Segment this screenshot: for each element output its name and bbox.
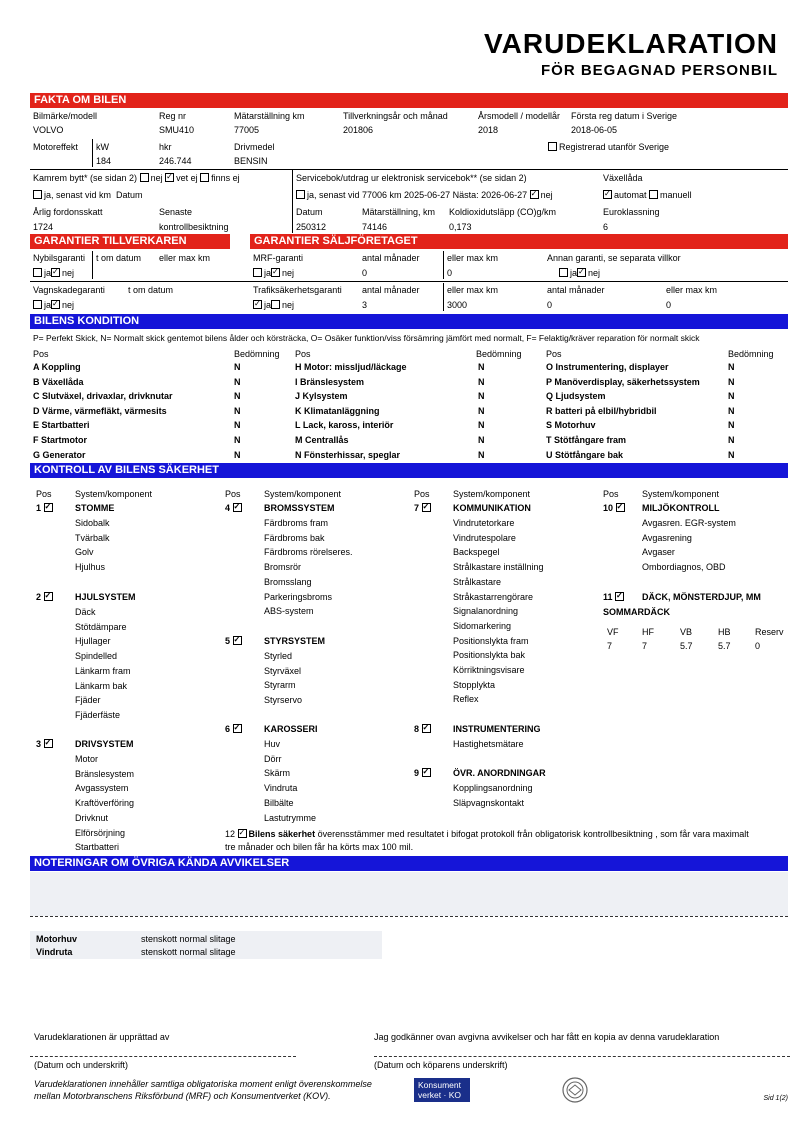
label-annan-max: eller max km [666,285,718,295]
label-eller-max-km: eller max km [159,253,211,263]
kondition-item-2-6: M Centrallås [295,435,349,445]
kontroll-group-6-num: 6 ✓ [225,724,244,735]
kond-bed-header-1: Bedömning [234,349,280,359]
kamrem-ja-row: ja, senast vid km Datum [33,190,143,201]
kontroll-group-7-item: Vindrutespolare [453,532,516,543]
mrf-nej-checkbox[interactable] [271,268,280,277]
kontroll-group-8-item: Hastighetsmätare [453,739,524,749]
label-trafik-antal: antal månader [362,285,420,295]
kondition-grade-3-2[interactable]: N [728,376,735,387]
kondition-grade-1-2[interactable]: N [234,376,241,387]
kondition-grade-3-5[interactable]: N [728,420,735,431]
kontroll-group-10-item: Avgasrening [642,532,692,543]
label-matarstallning2: Mätarställning, km [362,207,436,217]
section-noteringar-header: NOTERINGAR OM ÖVRIGA KÄNDA AVVIKELSER [30,856,788,871]
value-mrf-manader: 0 [362,268,368,278]
kontroll-group-7-num: 7 ✓ [414,503,433,514]
nybil-janej: ja✓ nej [33,268,74,279]
group-12-text: 12 ✓ Bilens säkerhet överensstämmer med resultatet i bifogat protokoll från obligatorisk kontrollbesiktning , som får vara maximalt [225,829,749,840]
kondition-grade-2-3[interactable]: N [478,391,485,402]
kondition-grade-3-1[interactable]: N [728,362,735,372]
kontroll-group-4-item: Färdbroms bak [264,532,325,543]
page-number: Sid 1(2) [763,1095,788,1102]
kondition-item-1-1: A Koppling [33,362,81,372]
group-12-text2: tre månader och bilen får ha körts max 100 mil. [225,842,414,852]
mrf-ja-checkbox[interactable] [253,268,262,277]
kontroll-group-2-item: Fjäder [75,695,101,706]
mrf-janej: ja✓ nej [253,268,294,279]
kond-bed-header-2: Bedömning [476,349,522,359]
label-mrf-garanti: MRF-garanti [253,253,304,263]
kontroll-group-10-title: MILJÖKONTROLL [642,503,720,513]
kontroll-group-7-item: Backspegel [453,547,500,558]
kontroll-group-4-item: Färdbroms rörelseres. [264,547,353,558]
section-fakta-header: FAKTA OM BILEN [30,93,788,108]
kond-pos-header-3: Pos [546,349,562,359]
kontroll-group-6-item: Lastutrymme [264,812,317,823]
kontroll-group-6-item: Bilbälte [264,797,294,808]
kontroll-group-7-item: Positionslykta bak [453,650,526,661]
kamrem-vetej-checkbox[interactable] [165,173,174,182]
kontroll-group-3-item: Bränslesystem [75,768,135,779]
tyre-value-3: 5.7 [680,641,693,651]
value-drivmedel: BENSIN [234,156,268,166]
kontroll-group-6-item: Dörr [264,753,282,764]
kontroll-group-3-item: Avgassystem [75,783,129,794]
kondition-item-2-3: J Kylsystem [295,391,348,402]
kontroll-group-9-item: Släpvagnskontakt [453,797,525,808]
nybil-ja-checkbox[interactable] [33,268,42,277]
value-mrf-km: 0 [447,268,453,278]
value-tillverkningsar: 201806 [343,125,374,135]
trafik-ja-checkbox[interactable] [253,300,262,309]
label-co2: Koldioxidutsläpp (CO)g/km [449,207,557,217]
manuell-checkbox[interactable] [649,190,658,199]
kondition-legend: P= Perfekt Skick, N= Normalt skick gentemot bilens ålder och körsträcka, O= Osäker funktion/viss försämring jämfört med normalt, F= Felaktig/kräver reparation för normalt skick [33,333,700,343]
label-trafik-max: eller max km [447,285,499,295]
label-vaxellada: Växellåda [603,173,643,183]
kontroll-group-3-item: Kraftöverföring [75,798,135,809]
kontroll-group-5-item: Styrled [264,651,293,661]
kontroll-group-4-checkbox[interactable] [233,503,242,512]
kondition-item-3-4: R batteri på elbil/hybridbil [546,405,657,416]
kond-pos-header-1: Pos [33,349,49,359]
kontroll-group-6-item: Vindruta [264,783,298,794]
footer-upprattad-label: Varudeklarationen är upprättad av [34,1032,170,1042]
kontroll-group-9-item: Kopplingsanordning [453,783,533,793]
value-hkr: 246.744 [159,156,192,166]
label-motoreffekt: Motoreffekt [33,142,78,152]
kondition-grade-1-6[interactable]: N [234,435,241,445]
value-bilmarke: VOLVO [33,125,64,135]
annan-ja-checkbox[interactable] [559,268,568,277]
label-euroklass: Euroklassning [603,207,660,217]
kontroll-group-2-title: HJULSYSTEM [75,592,136,602]
label-trafiksakerhetsgaranti: Trafiksäkerhetsgaranti [253,285,342,295]
value-annan-manader: 0 [547,300,553,310]
kontroll-group-8-checkbox[interactable] [422,724,431,733]
seller-signature-line[interactable] [30,1056,296,1057]
label-bilmarke: Bilmärke/modell [33,111,98,121]
kontroll-group-5-item: Styrarm [264,680,296,691]
kontroll-group-3-num: 3 ✓ [36,739,55,750]
label-drivmedel: Drivmedel [234,142,275,152]
kontroll-group-4-item: Färdbroms fram [264,518,329,528]
kondition-grade-2-1[interactable]: N [478,362,485,372]
kontroll-group-6-item: Skärm [264,768,291,779]
kondition-item-3-2: P Manöverdisplay, säkerhetssystem [546,376,700,387]
kontroll-group-1-item: Golv [75,547,94,558]
value-annan-km: 0 [666,300,672,310]
kondition-item-3-7: U Stötfångare bak [546,449,624,460]
label-arsmodell: Årsmodell / modellår [478,111,561,121]
note-value-1: stenskott normal slitage [141,934,236,944]
kontroll-group-4-item: Parkeringsbroms [264,591,333,602]
kontroll-group-7-title: KOMMUNIKATION [453,503,531,513]
footer-godkanner-label: Jag godkänner ovan avgivna avvikelser och har fått en kopia av denna varudeklaration [374,1032,720,1042]
kontroll-sys-header-3: System/komponent [453,489,531,499]
section-kondition-header: BILENS KONDITION [30,314,788,329]
label-besiktning-datum: Datum [296,207,323,217]
kondition-grade-1-4[interactable]: N [234,405,241,416]
kontroll-sys-header-1: System/komponent [75,489,153,499]
kontroll-group-5-item: Styrväxel [264,665,302,676]
kontroll-group-3-item: Motor [75,754,99,764]
kontroll-group-4-title: BROMSSYSTEM [264,503,335,513]
tyre-head-3: VB [680,627,693,637]
kontroll-group-9-num: 9 ✓ [414,768,433,779]
kondition-item-3-1: O Instrumentering, displayer [546,362,669,372]
kontroll-group-7-item: Strålkastare [453,576,502,587]
kontroll-group-10-item: Avgaser [642,547,675,558]
note-label-2: Vindruta [36,947,73,957]
kontroll-group-4-item: Bromsslang [264,576,312,587]
document-title: VARUDEKLARATION [484,28,778,59]
kontroll-sys-header-4: System/komponent [642,489,720,499]
label-tillverkningsar: Tillverkningsår och månad [343,111,448,121]
kontroll-group-2-item: Fjäderfäste [75,709,121,720]
kontroll-group-4-item: ABS-system [264,606,314,617]
kontroll-pos-header-4: Pos [603,489,619,499]
value-matarstallning2: 74146 [362,222,388,232]
kontroll-group-10-item: Ombordiagnos, OBD [642,562,726,573]
label-arlig-skatt: Årlig fordonsskatt [33,207,103,217]
kontroll-pos-header-3: Pos [414,489,430,499]
kamrem-finnsej-checkbox[interactable] [200,173,209,182]
kontroll-group-5-num: 5 ✓ [225,636,244,647]
kontroll-pos-header-2: Pos [225,489,241,499]
kontroll-group-7-checkbox[interactable] [422,503,431,512]
kontroll-group-2-num: 2 ✓ [36,592,55,603]
kondition-item-1-5: E Startbatteri [33,420,90,431]
kontroll-group-7-item: Reflex [453,694,479,705]
tyre-value-2: 7 [642,641,648,651]
kondition-item-2-4: K Klimatanläggning [295,405,380,416]
value-co2: 0,173 [449,222,472,232]
kontroll-group-2-item: Hjullager [75,636,111,647]
tyre-value-5: 0 [755,641,761,651]
group-11-checkbox[interactable] [615,592,624,601]
vagn-ja-checkbox[interactable] [33,300,42,309]
kontroll-group-2-checkbox[interactable] [44,592,53,601]
kontroll-group-7-item: Sidomarkering [453,620,512,631]
vagn-nej-checkbox[interactable] [51,300,60,309]
kontroll-group-3-title: DRIVSYSTEM [75,739,134,749]
kontroll-group-7-item: Strålkastare inställning [453,562,544,573]
document-subtitle: FÖR BEGAGNAD PERSONBIL [540,62,778,79]
kamrem-nej-checkbox[interactable] [140,173,149,182]
kontroll-group-1-num: 1 ✓ [36,503,55,514]
label-senaste: Senaste [159,207,193,217]
annan-janej: ja✓ nej [559,268,600,279]
section-kontroll-header: KONTROLL AV BILENS SÄKERHET [30,463,788,478]
kontroll-group-7-item: Vindrutetorkare [453,518,515,528]
kontroll-group-2-item: Däck [75,607,96,617]
kontroll-group-2-item: Spindelled [75,651,118,662]
kontroll-group-5-title: STYRSYSTEM [264,636,326,646]
kontroll-group-1-item: Tvärbalk [75,532,110,543]
label-tom-datum: t om datum [96,253,142,263]
kondition-grade-3-7[interactable]: N [728,449,735,460]
label-nybilsgaranti: Nybilsgaranti [33,253,86,263]
annan-nej-checkbox[interactable] [577,268,586,277]
kondition-item-1-4: D Värme, värmefläkt, värmesits [33,405,167,416]
kond-bed-header-3: Bedömning [728,349,774,359]
kontroll-group-3-item: Drivknut [75,812,109,823]
kontroll-group-7-item: Stopplykta [453,679,496,690]
label-annan-garanti: Annan garanti, se separata villkor [547,253,681,263]
group-11-title: DÄCK, MÖNSTERDJUP, MM [642,592,761,602]
kondition-item-1-2: B Växellåda [33,376,84,387]
group-11-subtitle: SOMMARDÄCK [603,607,670,617]
kondition-item-2-2: I Bränslesystem [295,376,365,387]
value-kw: 184 [96,156,112,166]
kontroll-sys-header-2: System/komponent [264,489,342,499]
kontroll-group-1-item: Hjulhus [75,562,106,573]
mrf-seal-icon [561,1076,589,1109]
vaxellada-row: ✓automat manuell [603,190,692,201]
group-12-checkbox[interactable] [238,829,247,838]
note-label-1: Motorhuv [36,934,77,944]
label-matarstallning: Mätarställning km [234,111,305,121]
value-trafik-manader: 3 [362,300,368,310]
nybil-nej-checkbox[interactable] [51,268,60,277]
kondition-item-1-3: C Slutväxel, drivaxlar, drivknutar [33,391,173,402]
kondition-grade-2-5[interactable]: N [478,420,485,431]
kontroll-group-7-item: Körriktningsvisare [453,665,525,675]
value-trafik-km: 3000 [447,300,468,310]
servicebok-row: ja, senast vid 77006 km 2025-06-27 Nästa: 2026-06-27 ✓ nej [296,190,553,201]
kontroll-group-7-item: Positionslykta fram [453,635,529,646]
label-servicebok: Servicebok/utdrag ur elektronisk servicebok** (se sidan 2) [296,173,527,183]
kontroll-group-2-item: Länkarm fram [75,665,131,676]
label-kw: kW [96,142,109,152]
kontroll-group-5-checkbox[interactable] [233,636,242,645]
kontroll-group-7-item: Signalanordning [453,606,519,617]
kondition-grade-2-7[interactable]: N [478,449,485,460]
label-regnr: Reg nr [159,111,187,121]
label-vagnskadegaranti: Vagnskadegaranti [33,285,105,295]
label-mrf-max: eller max km [447,253,499,263]
kontroll-group-10-item: Avgasren. EGR-system [642,518,736,528]
value-arsmodell: 2018 [478,125,499,135]
trafik-nej-checkbox[interactable] [271,300,280,309]
kondition-item-2-1: H Motor: missljud/läckage [295,362,407,372]
note-value-2: stenskott normal slitage [141,947,236,957]
kontroll-group-1-checkbox[interactable] [44,503,53,512]
kondition-grade-1-7[interactable]: N [234,449,241,460]
kamrem-ja-checkbox[interactable] [33,190,42,199]
kontroll-group-9-title: ÖVR. ANORDNINGAR [453,768,546,778]
kondition-grade-1-3[interactable]: N [234,391,241,402]
kontroll-group-6-title: KAROSSERI [264,724,318,734]
kontroll-group-2-item: Länkarm bak [75,680,128,691]
servicebok-nej-checkbox[interactable] [530,190,539,199]
value-senaste: kontrollbesiktning [159,222,229,232]
konsumentverket-logo: Konsument verket · KO [414,1078,470,1102]
kontroll-group-4-item: Bromsrör [264,562,302,573]
kontroll-group-3-item: Elförsörjning [75,827,126,838]
label-mrf-antal: antal månader [362,253,420,263]
automat-checkbox[interactable] [603,190,612,199]
kondition-grade-3-3[interactable]: N [728,391,735,402]
kontroll-group-7-item: Stråkastarrengörare [453,591,534,602]
kontroll-group-6-item: Huv [264,739,281,749]
footer-legal-1: Varudeklarationen innehåller samtliga obligatoriska moment enligt överenskommelse [34,1079,372,1089]
label-annan-antal: antal månader [547,285,605,295]
section-garantier-saljforetaget: GARANTIER SÄLJFÖRETAGET [250,234,788,249]
label-vagn-tom: t om datum [128,285,174,295]
tyre-head-2: HF [642,627,654,637]
kondition-grade-2-2[interactable]: N [478,376,485,387]
footer-legal-2: mellan Motorbranschens Riksförbund (MRF) och Konsumentverket (KOV). [34,1091,331,1101]
kontroll-group-10-checkbox[interactable] [616,503,625,512]
servicebok-ja-checkbox[interactable] [296,190,305,199]
kondition-item-1-7: G Generator [33,449,86,460]
buyer-signature-line[interactable] [374,1056,790,1057]
kondition-item-1-6: F Startmotor [33,435,87,445]
kontroll-group-10-num: 10 ✓ [603,503,627,514]
label-forsta-reg: Första reg datum i Sverige [571,111,678,121]
section-garantier-tillverkaren: GARANTIER TILLVERKAREN [30,234,230,249]
kondition-grade-3-4[interactable]: N [728,405,735,416]
kondition-grade-2-4[interactable]: N [478,405,485,416]
kond-pos-header-2: Pos [295,349,311,359]
label-hkr: hkr [159,142,172,152]
footer-datum-kopare: (Datum och köparens underskrift) [374,1060,508,1070]
kontroll-group-2-item: Stötdämpare [75,621,127,632]
kontroll-group-3-checkbox[interactable] [44,739,53,748]
tyre-value-4: 5.7 [718,641,731,651]
kondition-grade-1-5[interactable]: N [234,420,241,431]
kondition-grade-1-1[interactable]: N [234,362,241,372]
value-arlig-skatt: 1724 [33,222,54,232]
value-besiktning-datum: 250312 [296,222,327,232]
kontroll-group-6-checkbox[interactable] [233,724,242,733]
kondition-item-3-5: S Motorhuv [546,420,596,431]
group-11-num: 11 ✓ [603,592,626,603]
tyre-value-1: 7 [607,641,613,651]
kontroll-group-5-item: Styrservo [264,695,303,706]
tyre-head-5: Reserv [755,627,784,637]
kontroll-group-9-checkbox[interactable] [422,768,431,777]
tyre-head-1: VF [607,627,619,637]
label-kamrem: Kamrem bytt* (se sidan 2) nej ✓ vet ej finns ej [33,173,240,184]
footer-datum-underskrift: (Datum och underskrift) [34,1060,129,1070]
kontroll-group-1-title: STOMME [75,503,115,513]
kondition-grade-2-6[interactable]: N [478,435,485,445]
kondition-item-2-7: N Fönsterhissar, speglar [295,449,401,460]
value-euroklass: 6 [603,222,609,232]
kontroll-group-8-title: INSTRUMENTERING [453,724,541,734]
kontroll-group-8-num: 8 ✓ [414,724,433,735]
kondition-grade-3-6[interactable]: N [728,435,735,445]
vagn-janej: ja✓ nej [33,300,74,311]
value-regnr: SMU410 [159,125,195,135]
registrerad-utanfor-checkbox[interactable]: Registrerad utanför Sverige [548,142,669,153]
kondition-item-3-3: Q Ljudsystem [546,391,606,402]
value-forsta-reg: 2018-06-05 [571,125,618,135]
kondition-item-2-5: L Lack, kaross, interiör [295,420,394,431]
kontroll-group-4-num: 4 ✓ [225,503,244,514]
trafik-janej: ✓ja nej [253,300,294,311]
value-matarstallning: 77005 [234,125,260,135]
tyre-head-4: HB [718,627,731,637]
kontroll-group-1-item: Sidobalk [75,518,110,528]
kondition-item-3-6: T Stötfångare fram [546,435,627,445]
kontroll-pos-header-1: Pos [36,489,52,499]
kontroll-group-3-item: Startbatteri [75,842,120,853]
